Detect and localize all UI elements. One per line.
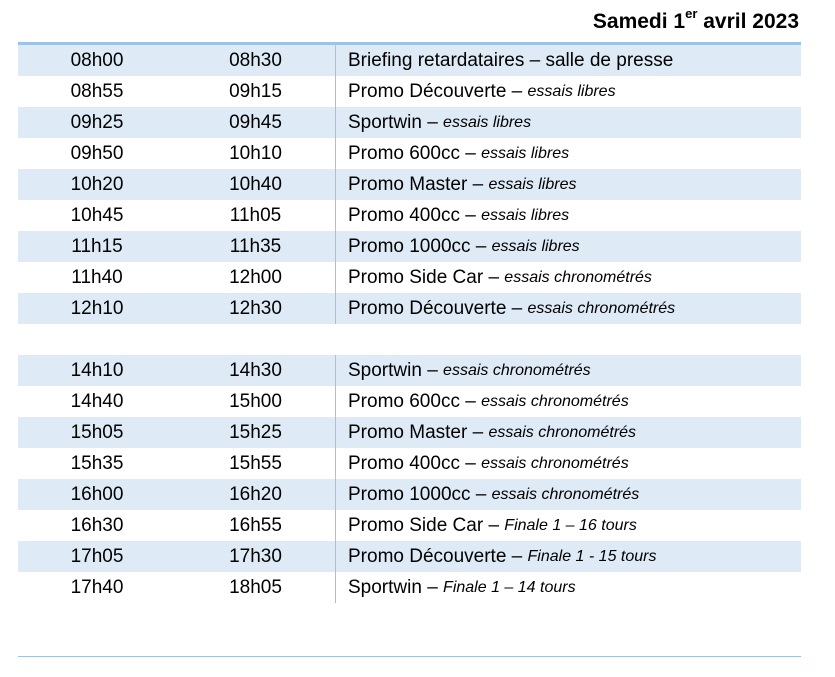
table-row — [18, 169, 801, 200]
start-time: 17h05 — [70, 545, 124, 567]
end-time: 15h55 — [176, 448, 336, 479]
event-cell — [336, 479, 801, 510]
end-time: 10h40 — [176, 169, 336, 200]
table-row — [18, 541, 801, 572]
table-row — [18, 386, 801, 417]
start-time: 16h00 — [70, 483, 124, 505]
event-detail: essais chronométrés — [481, 392, 629, 410]
title-day: Samedi 1 — [592, 10, 686, 33]
event-cell — [336, 572, 801, 603]
end-time: 09h45 — [176, 107, 336, 138]
start-time: 14h40 — [70, 390, 124, 412]
start-time: 15h35 — [70, 452, 124, 474]
title-rest: avril 2023 — [697, 10, 799, 33]
table-row — [18, 355, 801, 386]
end-time: 15h25 — [176, 417, 336, 448]
table-row — [18, 262, 801, 293]
event-name: Promo Side Car – — [348, 266, 505, 288]
event-name: Promo 600cc – — [348, 390, 482, 412]
event-name: Sportwin – — [348, 111, 444, 133]
table-row — [18, 231, 801, 262]
event-cell — [336, 262, 801, 293]
table-row — [18, 293, 801, 324]
end-time: 18h05 — [176, 572, 336, 603]
end-time: 16h20 — [176, 479, 336, 510]
end-time: 09h15 — [176, 76, 336, 107]
event-cell — [336, 386, 801, 417]
event-detail: essais chronométrés — [527, 299, 676, 317]
title-ordinal: er — [685, 6, 698, 21]
event-cell — [336, 448, 801, 479]
event-cell — [336, 200, 801, 231]
event-name: Briefing retardataires – salle de presse — [348, 49, 674, 71]
end-time: 11h05 — [176, 200, 336, 231]
event-detail: essais libres — [527, 82, 616, 100]
event-name: Promo Side Car – — [348, 514, 505, 536]
event-cell — [336, 45, 801, 76]
event-detail: essais libres — [488, 175, 577, 193]
event-name: Promo 400cc – — [348, 204, 482, 226]
event-name: Sportwin – — [348, 359, 444, 381]
table-row — [18, 138, 801, 169]
table-spacer-row — [18, 324, 801, 355]
table-row — [18, 572, 801, 603]
event-detail: Finale 1 – 14 tours — [443, 578, 576, 596]
event-name: Promo Master – — [348, 421, 489, 443]
start-time: 09h25 — [70, 111, 124, 133]
start-time: 17h40 — [70, 576, 124, 598]
table-row — [18, 479, 801, 510]
event-cell — [336, 76, 801, 107]
table-row — [18, 200, 801, 231]
event-detail: essais chronométrés — [481, 454, 629, 472]
event-name: Sportwin – — [348, 576, 444, 598]
event-cell — [336, 138, 801, 169]
start-time: 08h55 — [70, 80, 124, 102]
start-time: 10h20 — [70, 173, 124, 195]
table-bottom-rule — [18, 656, 801, 657]
table-row — [18, 76, 801, 107]
end-time: 11h35 — [176, 231, 336, 262]
event-name: Promo 1000cc – — [348, 235, 492, 257]
event-name: Promo 400cc – — [348, 452, 482, 474]
start-time: 11h15 — [71, 235, 123, 257]
table-row — [18, 448, 801, 479]
event-name: Promo 1000cc – — [348, 483, 492, 505]
table-row — [18, 417, 801, 448]
event-detail: Finale 1 - 15 tours — [527, 547, 657, 565]
event-detail: essais libres — [481, 206, 570, 224]
event-cell — [336, 169, 801, 200]
table-row — [18, 510, 801, 541]
event-cell — [336, 417, 801, 448]
event-name: Promo Découverte – — [348, 80, 528, 102]
event-cell — [336, 231, 801, 262]
start-time: 11h40 — [71, 266, 123, 288]
start-time: 08h00 — [70, 49, 124, 71]
end-time: 10h10 — [176, 138, 336, 169]
event-cell — [336, 107, 801, 138]
start-time: 10h45 — [70, 204, 124, 226]
end-time: 12h30 — [176, 293, 336, 324]
start-time: 12h10 — [70, 297, 124, 319]
event-cell — [336, 293, 801, 324]
table-row — [18, 107, 801, 138]
end-time: 08h30 — [176, 45, 336, 76]
event-name: Promo Master – — [348, 173, 489, 195]
event-detail: essais chronométrés — [491, 485, 640, 503]
event-detail: essais libres — [491, 237, 580, 255]
event-name: Promo 600cc – — [348, 142, 482, 164]
start-time: 09h50 — [70, 142, 124, 164]
event-detail: essais libres — [443, 113, 532, 131]
end-time: 12h00 — [176, 262, 336, 293]
event-cell — [336, 541, 801, 572]
end-time: 16h55 — [176, 510, 336, 541]
event-detail: essais chronométrés — [488, 423, 637, 441]
event-name: Promo Découverte – — [348, 545, 528, 567]
table-row — [18, 45, 801, 76]
page-title — [593, 8, 799, 36]
event-cell — [336, 510, 801, 541]
start-time: 16h30 — [70, 514, 124, 536]
event-detail: essais chronométrés — [504, 268, 652, 286]
event-detail: essais libres — [481, 144, 570, 162]
end-time: 15h00 — [176, 386, 336, 417]
start-time: 15h05 — [70, 421, 124, 443]
event-name: Promo Découverte – — [348, 297, 528, 319]
end-time: 14h30 — [176, 355, 336, 386]
start-time: 14h10 — [70, 359, 124, 381]
event-cell — [336, 355, 801, 386]
event-detail: Finale 1 – 16 tours — [504, 516, 637, 534]
event-detail: essais chronométrés — [443, 361, 591, 379]
end-time: 17h30 — [176, 541, 336, 572]
schedule-table — [18, 42, 801, 603]
